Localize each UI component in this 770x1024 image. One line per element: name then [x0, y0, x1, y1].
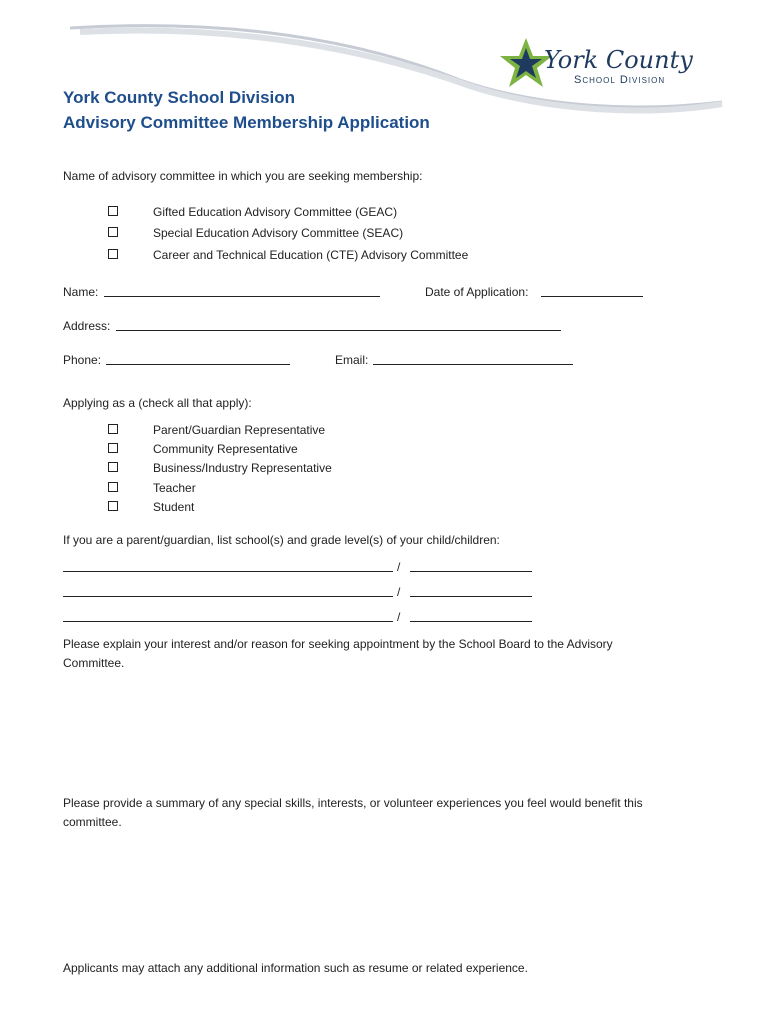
date-label: Date of Application:	[425, 285, 529, 299]
checkbox-parent[interactable]	[108, 424, 118, 434]
checkbox-community[interactable]	[108, 443, 118, 453]
grade-field-3[interactable]	[410, 610, 532, 622]
district-logo	[496, 34, 706, 94]
logo-name-line1: York County	[544, 46, 693, 74]
checkbox-seac[interactable]	[108, 227, 118, 237]
school-field-1[interactable]	[63, 560, 393, 572]
option-cte: Career and Technical Education (CTE) Advisory Committee	[153, 248, 469, 262]
option-geac: Gifted Education Advisory Committee (GEAC)	[153, 205, 398, 219]
page-title-line1: York County School Division	[63, 88, 296, 107]
school-field-3[interactable]	[63, 610, 393, 622]
checkbox-cte[interactable]	[108, 249, 118, 259]
email-field[interactable]	[373, 353, 573, 365]
grade-field-1[interactable]	[410, 560, 532, 572]
option-seac: Special Education Advisory Committee (SEAC)	[153, 226, 404, 240]
phone-label: Phone:	[63, 353, 102, 367]
option-business: Business/Industry Representative	[153, 461, 332, 475]
checkbox-geac[interactable]	[108, 206, 118, 216]
applying-prompt: Applying as a (check all that apply):	[63, 396, 252, 410]
schools-separator-3: /	[397, 610, 401, 624]
skills-prompt: Please provide a summary of any special skills, interests, or volunteer experiences you feel would benefit this committee.	[63, 796, 643, 829]
school-field-2[interactable]	[63, 585, 393, 597]
name-label: Name:	[63, 285, 99, 299]
address-field[interactable]	[116, 319, 561, 331]
date-field[interactable]	[541, 285, 643, 297]
schools-prompt: If you are a parent/guardian, list school(s) and grade level(s) of your child/children:	[63, 533, 500, 547]
interest-prompt: Please explain your interest and/or reason for seeking appointment by the School Board to the Advisory Committee.	[63, 637, 613, 670]
option-student: Student	[153, 500, 195, 514]
name-field[interactable]	[104, 285, 380, 297]
phone-field[interactable]	[106, 353, 290, 365]
option-teacher: Teacher	[153, 481, 196, 495]
checkbox-student[interactable]	[108, 501, 118, 511]
logo-name-line2: School Division	[574, 74, 666, 86]
address-label: Address:	[63, 319, 111, 333]
grade-field-2[interactable]	[410, 585, 532, 597]
schools-separator-1: /	[397, 560, 401, 574]
option-community: Community Representative	[153, 442, 298, 456]
checkbox-teacher[interactable]	[108, 482, 118, 492]
email-label: Email:	[335, 353, 369, 367]
attachment-note: Applicants may attach any additional information such as resume or related experience.	[63, 961, 528, 975]
checkbox-business[interactable]	[108, 462, 118, 472]
committee-prompt: Name of advisory committee in which you are seeking membership:	[63, 169, 423, 183]
page-title-line2: Advisory Committee Membership Application	[63, 113, 430, 132]
schools-separator-2: /	[397, 585, 401, 599]
interest-answer-area[interactable]	[63, 675, 683, 785]
option-parent: Parent/Guardian Representative	[153, 423, 326, 437]
skills-answer-area[interactable]	[63, 834, 683, 944]
